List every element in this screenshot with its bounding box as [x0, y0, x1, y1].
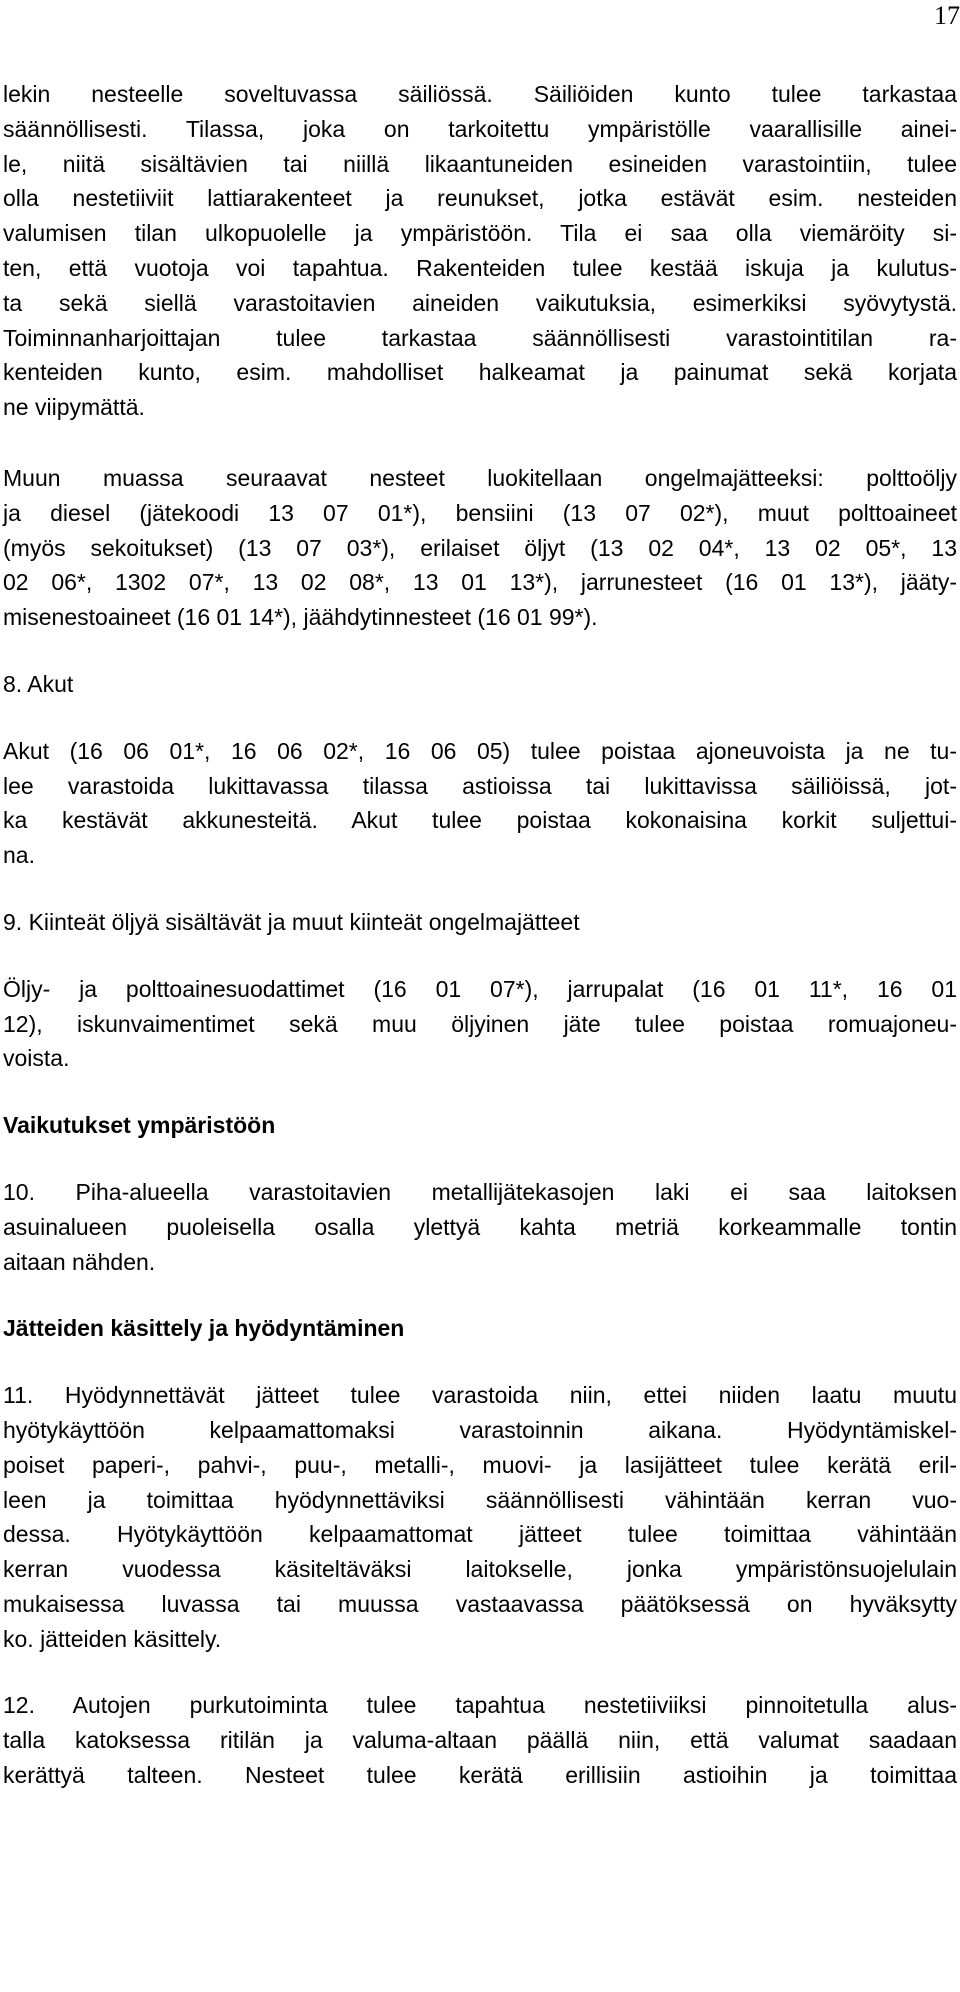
text-line: asuinalueen puoleisella osalla ylettyä kahta metriä korkeammalle tontin [3, 1213, 957, 1240]
text-line: aitaan nähden. [3, 1248, 156, 1275]
document-body [3, 77, 957, 1793]
paragraph-batteries [3, 734, 957, 873]
text-line: na. [3, 842, 35, 869]
text-line: säännöllisesti. Tilassa, joka on tarkoitettu ympäristölle vaarallisille ainei- [3, 115, 957, 142]
text-line: mukaisessa luvassa tai muussa vastaavassa päätöksessä on hyväksytty [3, 1590, 957, 1617]
text-line: 12), iskunvaimentimet sekä muu öljyinen jäte tulee poistaa romuajoneu- [3, 1010, 957, 1037]
paragraph-hazardous-liquids [3, 461, 957, 635]
text-line: ne viipymättä. [3, 394, 145, 421]
paragraph-storage-conditions [3, 77, 957, 425]
text-line: kenteiden kunto, esim. mahdolliset halkeamat ja painumat sekä korjata [3, 359, 957, 386]
text-line: poiset paperi-, pahvi-, puu-, metalli-, muovi- ja lasijätteet tulee kerätä eril- [3, 1451, 957, 1478]
paragraph-filters [3, 972, 957, 1076]
text-line: Akut (16 06 01*, 16 06 02*, 16 06 05) tulee poistaa ajoneuvoista ja ne tu- [3, 737, 957, 764]
paragraph-item-12 [3, 1688, 957, 1792]
text-line: voista. [3, 1045, 70, 1072]
text-line: misenestoaineet (16 01 14*), jäähdytinnesteet (16 01 99*). [3, 604, 598, 631]
text-line: olla nestetiiviit lattiarakenteet ja reunukset, jotka estävät esim. nesteiden [3, 185, 957, 212]
section-heading-solid-waste: 9. Kiinteät öljyä sisältävät ja muut kiinteät ongelmajätteet [3, 908, 580, 935]
text-line: ten, että vuotoja voi tapahtua. Rakenteiden tulee kestää iskuja ja kulutus- [3, 254, 957, 281]
paragraph-item-10 [3, 1175, 957, 1279]
text-line: Muun muassa seuraavat nesteet luokitellaan ongelmajätteeksi: polttoöljy [3, 464, 957, 491]
text-line: talla katoksessa ritilän ja valuma-altaan päällä niin, että valumat saadaan [3, 1727, 957, 1754]
text-line: kerättyä talteen. Nesteet tulee kerätä erillisiin astioihin ja toimittaa [3, 1762, 957, 1789]
section-heading-batteries: 8. Akut [3, 670, 74, 697]
text-line: ko. jätteiden käsittely. [3, 1625, 222, 1652]
page-number: 17 [934, 1, 960, 30]
text-line: ja diesel (jätekoodi 13 07 01*), bensiini (13 07 02*), muut polttoaineet [3, 499, 957, 526]
text-line: 10. Piha-alueella varastoitavien metallijätekasojen laki ei saa laitoksen [3, 1178, 957, 1205]
text-line: hyötykäyttöön kelpaamattomaksi varastoinnin aikana. Hyödyntämiskel- [3, 1416, 957, 1443]
text-line: ta sekä siellä varastoitavien aineiden vaikutuksia, esimerkiksi syövytystä. [3, 289, 957, 316]
section-heading-waste-handling: Jätteiden käsittely ja hyödyntäminen [3, 1315, 405, 1342]
text-line: valumisen tilan ulkopuolelle ja ympäristöön. Tila ei saa olla viemäröity si- [3, 220, 957, 247]
section-heading-environment: Vaikutukset ympäristöön [3, 1112, 276, 1139]
text-line: 12. Autojen purkutoiminta tulee tapahtua nestetiiviiksi pinnoitetulla alus- [3, 1692, 957, 1719]
text-line: Öljy- ja polttoainesuodattimet (16 01 07*), jarrupalat (16 01 11*, 16 01 [3, 975, 957, 1002]
paragraph-item-11 [3, 1378, 957, 1656]
text-line: lekin nesteelle soveltuvassa säiliössä. Säiliöiden kunto tulee tarkastaa [3, 81, 957, 107]
text-line: lee varastoida lukittavassa tilassa astioissa tai lukittavissa säiliöissä, jot- [3, 772, 957, 799]
text-line: Toiminnanharjoittajan tulee tarkastaa säännöllisesti varastointitilan ra- [3, 324, 957, 351]
text-line: dessa. Hyötykäyttöön kelpaamattomat jätteet tulee toimittaa vähintään [3, 1521, 957, 1548]
text-line: 02 06*, 1302 07*, 13 02 08*, 13 01 13*), jarrunesteet (16 01 13*), jääty- [3, 569, 957, 596]
text-line: leen ja toimittaa hyödynnettäviksi säännöllisesti vähintään kerran vuo- [3, 1486, 957, 1513]
text-line: ka kestävät akkunesteitä. Akut tulee poistaa kokonaisina korkit suljettui- [3, 807, 957, 834]
text-line: le, niitä sisältävien tai niillä likaantuneiden esineiden varastointiin, tulee [3, 150, 957, 177]
text-line: 11. Hyödynnettävät jätteet tulee varastoida niin, ettei niiden laatu muutu [3, 1382, 957, 1409]
text-line: kerran vuodessa käsiteltäväksi laitokselle, jonka ympäristönsuojelulain [3, 1556, 957, 1583]
text-line: (myös sekoitukset) (13 07 03*), erilaiset öljyt (13 02 04*, 13 02 05*, 13 [3, 534, 957, 561]
